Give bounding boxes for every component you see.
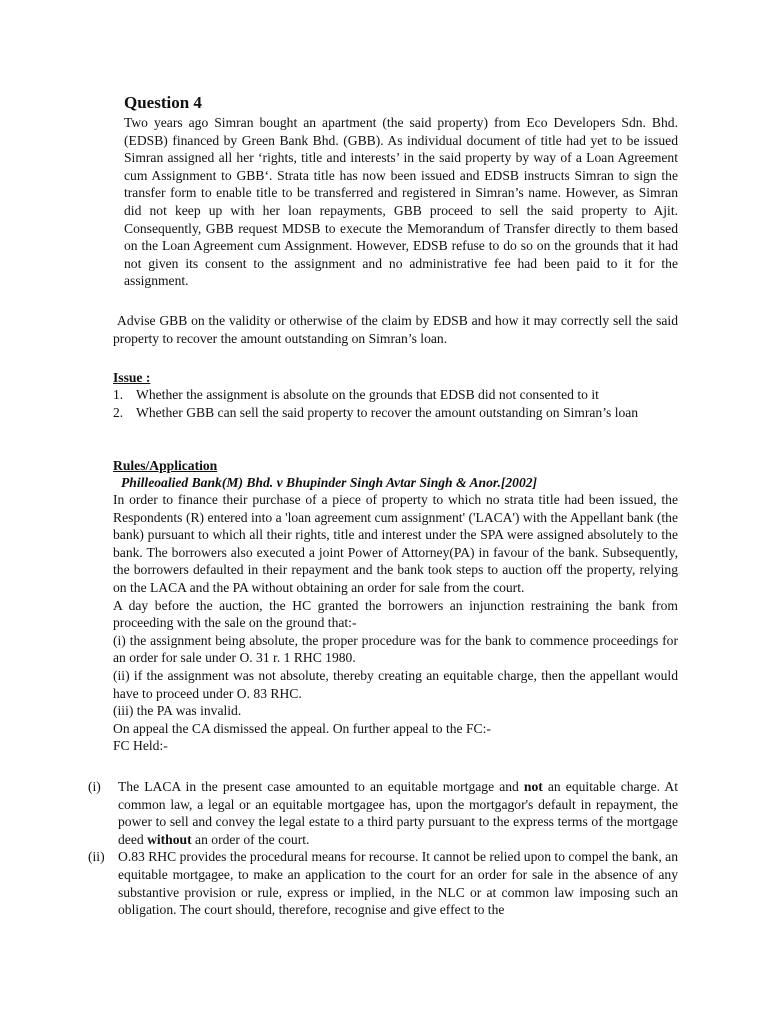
held-text: an order of the court. — [191, 831, 310, 847]
held-list — [88, 778, 678, 919]
issue-list — [113, 386, 678, 421]
issue-text: Whether GBB can sell the said property to recover the amount outstanding on Simran’s loan — [136, 404, 639, 420]
held-emphasis: without — [147, 831, 192, 847]
issue-heading: Issue : — [113, 370, 151, 385]
facts-paragraph: A day before the auction, the HC granted the borrowers an injunction restraining the bank from proceeding with the sale on the ground that:- — [113, 597, 678, 631]
issue-number: 2. — [113, 404, 124, 420]
case-citation: Philleoalied Bank(M) Bhd. v Bhupinder Singh Avtar Singh & Anor.[2002] — [121, 475, 538, 490]
held-number: (i) — [88, 779, 101, 794]
facts-paragraph: (iii) the PA was invalid. — [113, 703, 242, 719]
facts-paragraph: On appeal the CA dismissed the appeal. On further appeal to the FC:- — [113, 720, 491, 736]
issue-item — [113, 386, 678, 404]
held-text: O.83 RHC provides the procedural means for recourse. It cannot be relied upon to compel the bank, an equitable mortgagee, to make an application to the court for an order for sale in the absence of any substantive provision or rule, express or implied, in the NLC or at common law imposing such an obligation. The court should, therefore, recognise and give effect to the — [118, 849, 678, 918]
question-body: Two years ago Simran bought an apartment (the said property) from Eco Developers Sdn. Bhd. (EDSB) financed by Green Bank Bhd. (GBB). As individual document of title had yet to be issued Simran assigned all her ‘rights, title and interests’ in the said property by way of a Loan Agreement cum Assignment to GBB‘. Strata title has now been issued and EDSB instructs Simran to sign the transfer form to enable title to be transferred and registered in Simran’s name. However, as Simran did not keep up with her loan repayments, GBB proceed to sell the said property to Ajit. Consequently, GBB request MDSB to execute the Memorandum of Transfer directly to them based on the Loan Agreement cum Assignment. However, EDSB refuse to do so on the grounds that it had not given its consent to the assignment and no administrative fee had been paid to it for the assignment. — [124, 115, 678, 289]
rules-heading: Rules/Application — [113, 458, 218, 473]
facts-paragraph: (i) the assignment being absolute, the proper procedure was for the bank to commence proceedings for an order for sale under O. 31 r. 1 RHC 1980. — [113, 632, 678, 666]
advise-paragraph: Advise GBB on the validity or otherwise of the claim by EDSB and how it may correctly sell the said property to recover the amount outstanding on Simran’s loan. — [113, 313, 678, 346]
held-number: (ii) — [88, 849, 105, 865]
facts-paragraph: FC Held:- — [113, 738, 168, 754]
issue-text: Whether the assignment is absolute on the grounds that EDSB did not consented to it — [136, 387, 599, 402]
facts-paragraph: In order to finance their purchase of a piece of property to which no strata title had been issued, the Respondents (R) entered into a 'loan agreement cum assignment' ('LACA') with the Appellant bank (the bank) pursuant to which all their rights, title and interest under the SPA were assigned absolutely to the bank. The borrowers also executed a joint Power of Attorney(PA) in favour of the bank. Subsequently, the borrowers defaulted in their repayment and the bank took steps to auction off the property, relying on the LACA and the PA without obtaining an order for sale from the court. — [113, 492, 678, 595]
facts-paragraph: (ii) if the assignment was not absolute, thereby creating an equitable charge, then the appellant would have to proceed under O. 83 RHC. — [113, 667, 678, 701]
held-text: an equitable charge. At common law, a legal or an equitable mortgagee has, upon the mortgagor's default in repayment, the power to sell and convey the legal estate to a third party pursuant to the express terms of the mortgage deed — [118, 779, 678, 847]
held-text: The LACA in the present case amounted to an equitable mortgage and — [118, 779, 524, 794]
held-emphasis: not — [523, 779, 543, 794]
held-item — [88, 848, 678, 918]
issue-item — [113, 404, 678, 422]
question-title: Question 4 — [124, 93, 202, 112]
held-item — [88, 778, 678, 848]
issue-number: 1. — [113, 387, 124, 402]
case-facts — [113, 491, 678, 755]
